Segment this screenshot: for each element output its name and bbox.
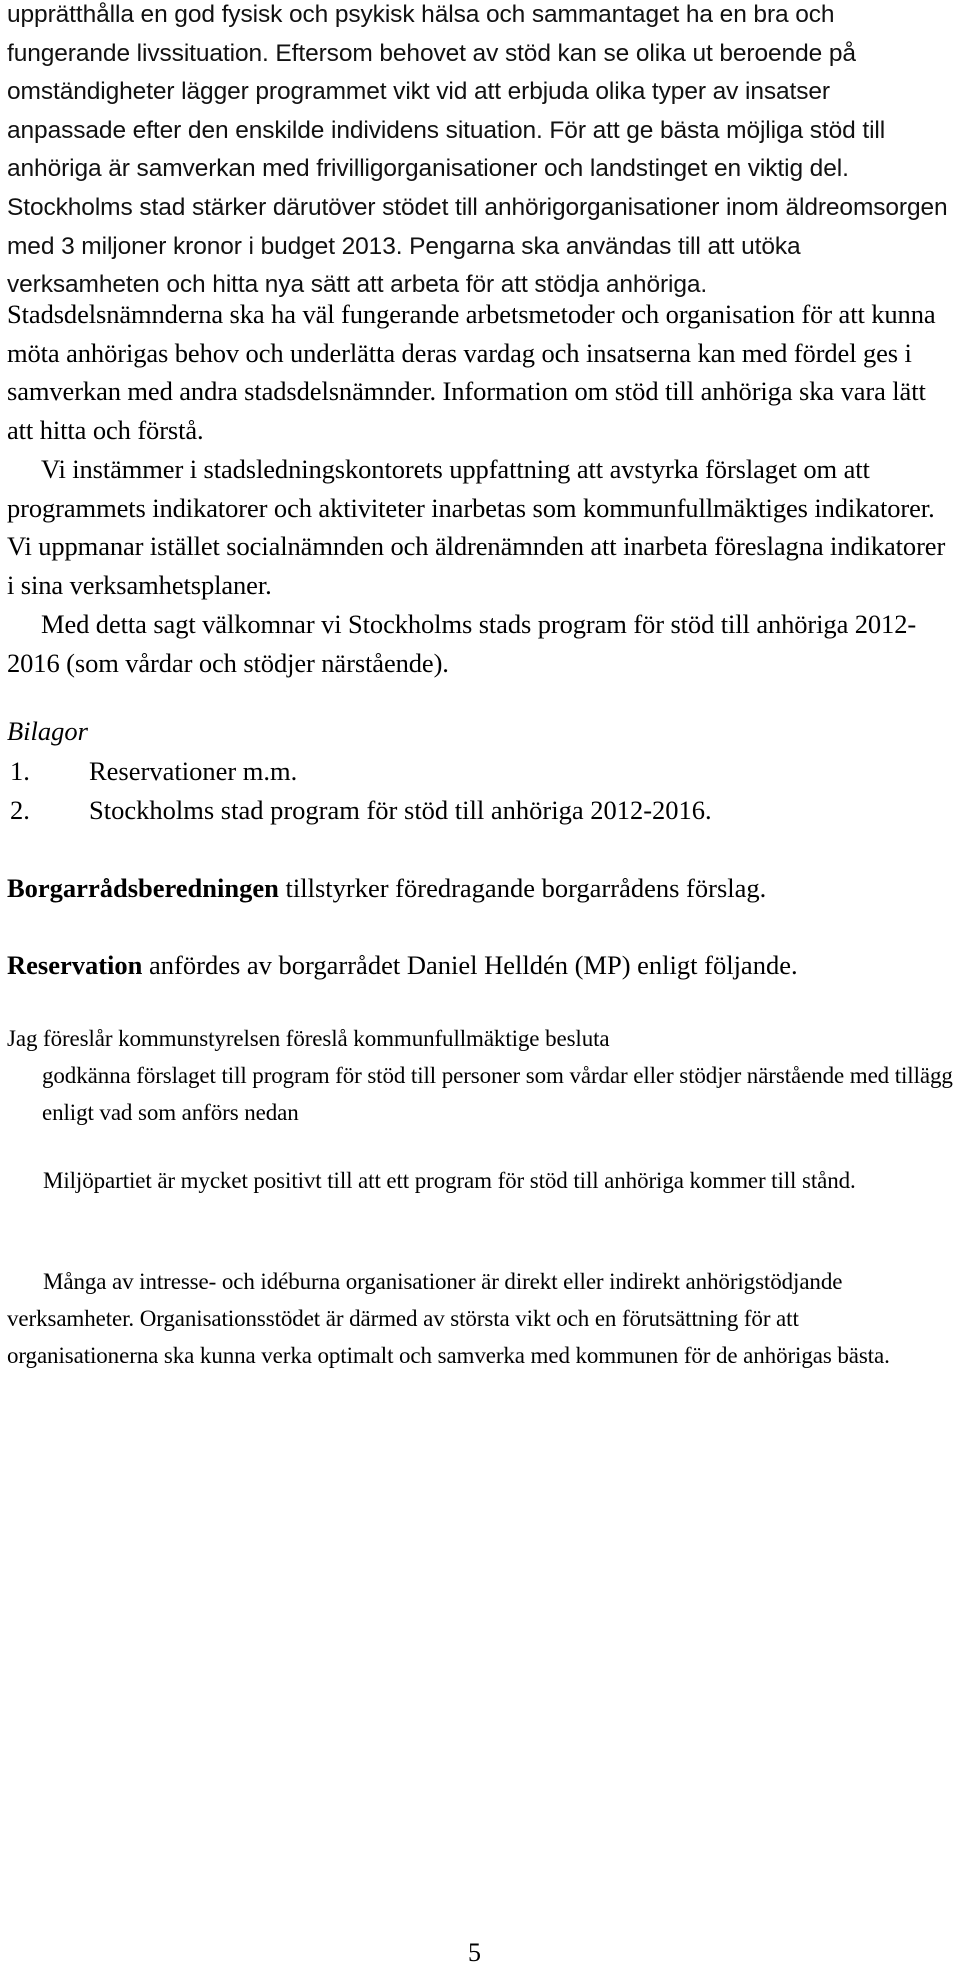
body-paragraph-stadsdelsnamnderna: Stadsdelsnämnderna ska ha väl fungerande arbetsmetoder och organisation för att kunna möta anhörigas behov och underlätta deras vardag och insatserna kan med fördel ges i samverkan med andra stadsdelsnämnder. Information om stöd till anhöriga ska vara lätt att hitta och förstå. (7, 299, 936, 445)
body-paragraph-vi-instammer: Vi instämmer i stadsledningskontorets uppfattning att avstyrka förslaget om att programmets indikatorer och aktiviteter inarbetas som kommunfullmäktiges indikatorer. Vi uppmanar istället socialnämnden och äldrenämnden att inarbeta föreslagna indikatorer i sina verksamhetsplaner. (7, 454, 946, 600)
borgarradsberedningen-line (7, 869, 766, 907)
proposal-godkanna: godkänna förslaget till program för stöd till personer som vårdar eller stödjer närstående med tillägg enligt vad som anförs nedan (42, 1063, 953, 1125)
bilagor-item-number: 1. (10, 756, 30, 786)
paragraph-manga: Många av intresse- och idéburna organisationer är direkt eller indirekt anhörigstödjande verksamheter. Organisationsstödet är därmed av största vikt och en förutsättning för att organisationerna ska kunna verka optimalt och samverka med kommunen för de anhörigas bästa. (7, 1269, 890, 1368)
borgarradsberedningen-bold: Borgarrådsberedningen (7, 873, 279, 903)
bilagor-item-text: Reservationer m.m. (89, 756, 298, 786)
borgarradsberedningen-text: tillstyrker föredragande borgarrådens förslag. (278, 873, 767, 903)
paragraph-miljopartiet: Miljöpartiet är mycket positivt till att ett program för stöd till anhöriga kommer till stånd. (43, 1168, 856, 1193)
bilagor-item-number: 2. (10, 794, 30, 825)
reservation-bold: Reservation (7, 950, 143, 980)
page-number: 5 (468, 1938, 481, 1967)
bilagor-list (7, 752, 712, 829)
body-paragraph-intro: upprätthålla en god fysisk och psykisk hälsa och sammantaget ha en bra och fungerande livssituation. Eftersom behovet av stöd kan se olika ut beroende på omständigheter lägger programmet vikt vid att erbjuda olika typer av insatser anpassade efter den enskilde individens situation. För att ge bästa möjliga stöd till anhöriga är samverkan med frivilligorganisationer och landstinget en viktig del. Stockholms stad stärker därutöver stödet till anhörigorganisationer inom äldreomsorgen med 3 miljoner kronor i budget 2013. Pengarna ska användas till att utöka verksamheten och hitta nya sätt att arbeta för att stödja anhöriga. (7, 1, 948, 299)
bilagor-item-text: Stockholms stad program för stöd till anhöriga 2012-2016. (89, 794, 712, 825)
reservation-line (7, 946, 798, 984)
body-paragraph-med-detta: Med detta sagt välkomnar vi Stockholms stads program för stöd till anhöriga 2012-2016 (som vårdar och stödjer närstående). (7, 609, 917, 678)
bilagor-item (7, 752, 712, 791)
reservation-text: anfördes av borgarrådet Daniel Helldén (MP) enligt följande. (142, 950, 798, 980)
bilagor-heading: Bilagor (7, 716, 88, 746)
bilagor-item (7, 791, 712, 830)
proposal-intro-line: Jag föreslår kommunstyrelsen föreslå kommunfullmäktige besluta (7, 1026, 610, 1051)
